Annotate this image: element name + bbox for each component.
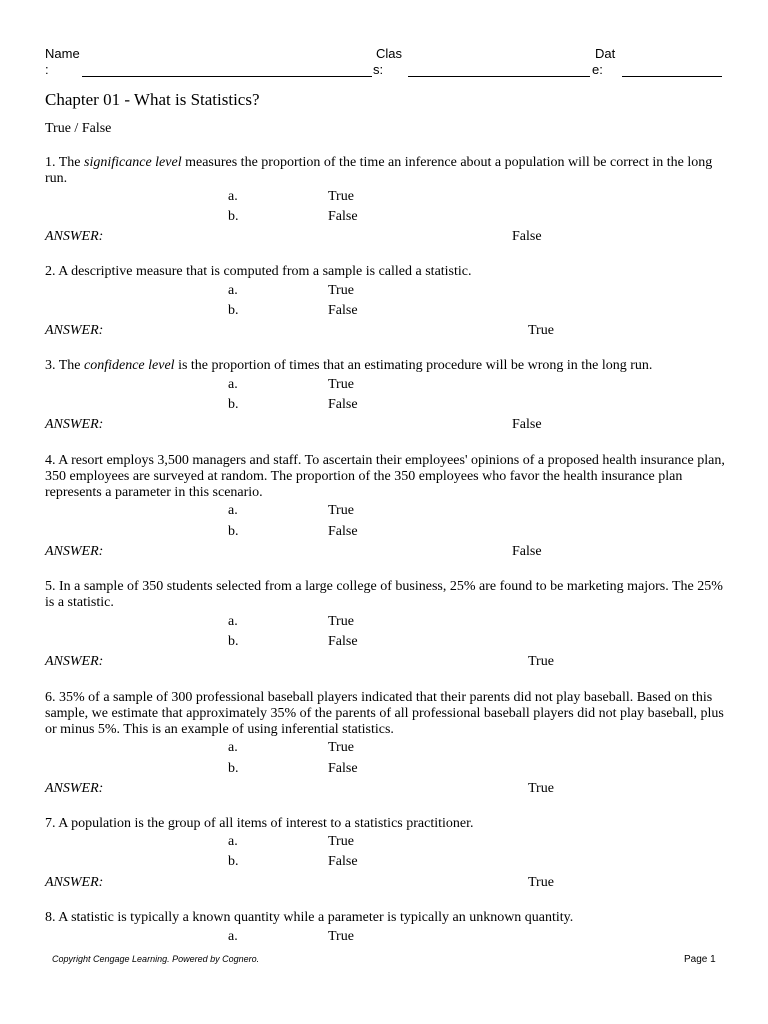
page-number: Page 1: [684, 954, 716, 965]
section-title: True / False: [45, 121, 112, 136]
answer-label: ANSWER:: [45, 323, 104, 338]
option-true[interactable]: True: [328, 503, 354, 518]
question-number: 4.: [45, 453, 59, 468]
option-letter: b.: [228, 397, 239, 412]
question-text: A descriptive measure that is computed from a sample is called a statistic.: [58, 264, 472, 279]
answer-label: ANSWER:: [45, 654, 104, 669]
question-emphasis: significance level: [84, 155, 182, 170]
question-text: A resort employs 3,500 managers and staff. To ascertain their employees' opinions of a proposed health insurance plan, 350 employees are surveyed at random. The proportion of the 350 employees who favor the health insurance plan represents a parameter in this scenario.: [45, 453, 725, 500]
question-number: 7.: [45, 816, 59, 831]
answer-value: True: [528, 654, 554, 669]
question-6: [45, 690, 735, 738]
option-letter: a.: [228, 189, 238, 204]
option-false[interactable]: False: [328, 397, 358, 412]
question-number: 1. The: [45, 155, 85, 170]
option-false[interactable]: False: [328, 303, 358, 318]
answer-value: False: [512, 229, 542, 244]
date-label-suffix: e:: [592, 62, 603, 77]
question-4: [45, 453, 735, 501]
option-false[interactable]: False: [328, 854, 358, 869]
option-letter: a.: [228, 929, 238, 944]
option-letter: a.: [228, 377, 238, 392]
question-number: 8.: [45, 910, 59, 925]
answer-label: ANSWER:: [45, 781, 104, 796]
question-number: 5.: [45, 579, 59, 594]
question-3: [45, 358, 735, 374]
date-label: Dat: [595, 46, 616, 61]
question-1: [45, 155, 735, 187]
question-text: A population is the group of all items of interest to a statistics practitioner.: [58, 816, 474, 831]
question-emphasis: confidence level: [84, 358, 175, 373]
option-letter: b.: [228, 854, 239, 869]
question-7: [45, 816, 735, 832]
answer-label: ANSWER:: [45, 417, 104, 432]
name-label-colon: :: [45, 62, 49, 77]
option-letter: a.: [228, 283, 238, 298]
option-true[interactable]: True: [328, 283, 354, 298]
option-letter: a.: [228, 834, 238, 849]
name-field-line[interactable]: [82, 76, 372, 77]
option-true[interactable]: True: [328, 614, 354, 629]
class-field-line[interactable]: [408, 76, 590, 77]
name-label: Name: [45, 46, 80, 61]
copyright-footer: Copyright Cengage Learning. Powered by Cognero.: [52, 954, 260, 964]
option-letter: a.: [228, 614, 238, 629]
option-letter: a.: [228, 503, 238, 518]
option-false[interactable]: False: [328, 209, 358, 224]
chapter-title: Chapter 01 - What is Statistics?: [45, 90, 260, 109]
answer-label: ANSWER:: [45, 229, 104, 244]
option-letter: b.: [228, 634, 239, 649]
question-text: In a sample of 350 students selected from a large college of business, 25% are found to be marketing majors. The 25% is a statistic.: [45, 579, 723, 610]
question-5: [45, 579, 735, 611]
answer-value: True: [528, 323, 554, 338]
option-false[interactable]: False: [328, 524, 358, 539]
question-8: [45, 910, 735, 926]
option-letter: b.: [228, 524, 239, 539]
option-true[interactable]: True: [328, 834, 354, 849]
question-text: is the proportion of times that an estimating procedure will be wrong in the long run.: [174, 358, 653, 373]
option-true[interactable]: True: [328, 377, 354, 392]
question-text: measures the proportion of the time an inference about a population will be correct in the long run.: [45, 155, 713, 186]
option-false[interactable]: False: [328, 761, 358, 776]
answer-label: ANSWER:: [45, 544, 104, 559]
question-number: 2.: [45, 264, 59, 279]
option-false[interactable]: False: [328, 634, 358, 649]
option-letter: a.: [228, 740, 238, 755]
answer-label: ANSWER:: [45, 875, 104, 890]
option-true[interactable]: True: [328, 929, 354, 944]
option-true[interactable]: True: [328, 189, 354, 204]
option-true[interactable]: True: [328, 740, 354, 755]
answer-value: True: [528, 781, 554, 796]
question-text: 35% of a sample of 300 professional baseball players indicated that their parents did not play baseball. Based on this sample, we estimate that approximately 35% of the parents of all professional baseball players did not play baseball, plus or minus 5%. This is an example of using inferential statistics.: [45, 690, 724, 737]
class-label: Clas: [376, 46, 403, 61]
option-letter: b.: [228, 761, 239, 776]
question-2: [45, 264, 735, 280]
option-letter: b.: [228, 209, 239, 224]
question-text: A statistic is typically a known quantity while a parameter is typically an unknown quantity.: [58, 910, 574, 925]
answer-value: False: [512, 417, 542, 432]
date-field-line[interactable]: [622, 76, 722, 77]
question-number: 3. The: [45, 358, 85, 373]
option-letter: b.: [228, 303, 239, 318]
class-label-suffix: s:: [373, 62, 384, 77]
answer-value: False: [512, 544, 542, 559]
question-number: 6.: [45, 690, 59, 705]
answer-value: True: [528, 875, 554, 890]
